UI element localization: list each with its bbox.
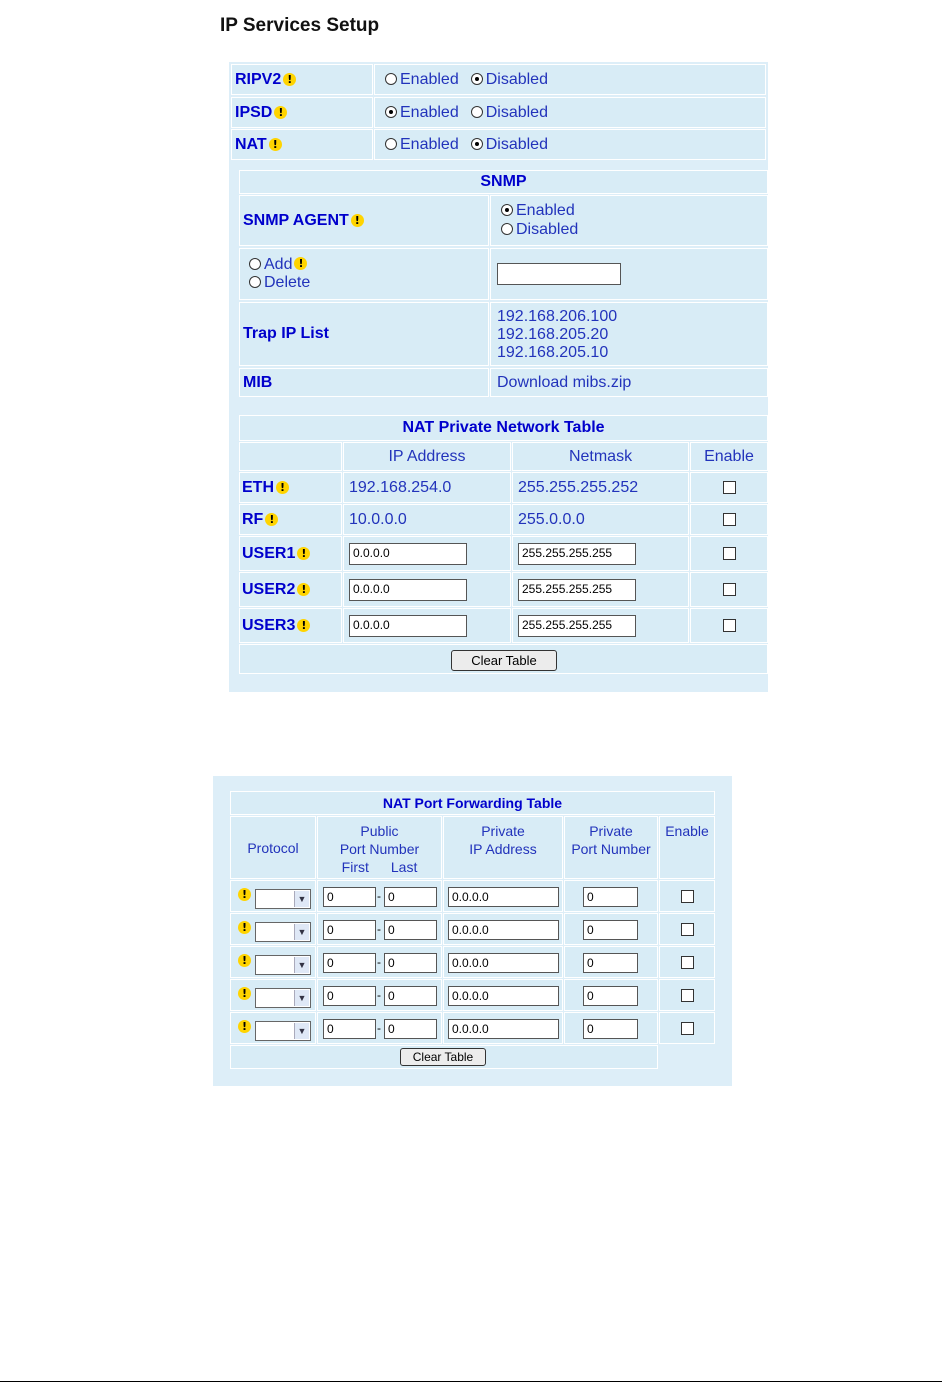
- warning-icon[interactable]: !: [269, 138, 282, 151]
- private-ip-input[interactable]: 0.0.0.0: [448, 986, 559, 1006]
- chevron-down-icon: ▼: [294, 990, 309, 1006]
- pf-clear-table-button[interactable]: Clear Table: [400, 1048, 486, 1066]
- ripv2-enabled-label: Enabled: [400, 70, 459, 88]
- radio-icon: [471, 106, 483, 118]
- pf-public-cell: [317, 913, 442, 945]
- page-bottom-rule: [0, 1381, 942, 1382]
- protocol-select[interactable]: [255, 922, 311, 942]
- nat-user-ip-input[interactable]: 0.0.0.0: [349, 579, 467, 601]
- trap-input-cell: [490, 248, 768, 300]
- nat-row-ip-cell: [343, 536, 511, 571]
- radio-icon: [471, 138, 483, 150]
- private-ip-input[interactable]: 0.0.0.0: [448, 1019, 559, 1039]
- col-public-line2: Port Number: [339, 841, 420, 857]
- enable-checkbox[interactable]: [723, 619, 736, 632]
- nat-row-label-cell: [239, 504, 342, 535]
- nat-row-label: RF: [242, 510, 264, 528]
- nat-row-enable-cell: [690, 472, 768, 503]
- private-port-input[interactable]: 0: [583, 1019, 638, 1039]
- chevron-down-icon: ▼: [294, 1023, 309, 1039]
- pf-port-cell: [564, 979, 658, 1011]
- col-public-last: Last: [390, 859, 418, 875]
- pf-ip-cell: [443, 946, 563, 978]
- trap-delete-label: Delete: [264, 274, 311, 291]
- chevron-down-icon: ▼: [294, 924, 309, 940]
- public-first-input[interactable]: 0: [323, 1019, 376, 1039]
- col-public-line1: Public: [360, 823, 399, 839]
- pf-ip-cell: [443, 1012, 563, 1044]
- enable-checkbox[interactable]: [723, 513, 736, 526]
- enable-checkbox[interactable]: [681, 956, 694, 969]
- nat-row-netmask-cell: [512, 536, 689, 571]
- pf-port-cell: [564, 880, 658, 912]
- pf-port-cell: [564, 946, 658, 978]
- private-ip-input[interactable]: 0.0.0.0: [448, 920, 559, 940]
- public-first-input[interactable]: 0: [323, 986, 376, 1006]
- snmp-agent-label-cell: [239, 195, 489, 246]
- nat-row-label-cell: [239, 572, 342, 607]
- public-last-input[interactable]: 0: [384, 1019, 437, 1039]
- pf-enable-cell: [659, 979, 715, 1011]
- enable-checkbox[interactable]: [681, 923, 694, 936]
- enable-checkbox[interactable]: [681, 1022, 694, 1035]
- trap-add-radio[interactable]: [249, 256, 488, 274]
- radio-icon: [385, 73, 397, 85]
- nat-row-ip: 192.168.254.0: [349, 478, 452, 496]
- enable-checkbox[interactable]: [681, 890, 694, 903]
- nat-private-header: NAT Private Network Table: [239, 415, 768, 441]
- port-forwarding-title: NAT Port Forwarding Table: [382, 795, 563, 811]
- ipsd-label: IPSD: [235, 103, 273, 121]
- snmp-header: SNMP: [239, 170, 768, 194]
- enable-checkbox[interactable]: [723, 583, 736, 596]
- pf-protocol-cell: [230, 913, 316, 945]
- mib-link-cell: [490, 368, 768, 397]
- radio-icon: [385, 106, 397, 118]
- warning-icon[interactable]: !: [238, 954, 251, 967]
- snmp-agent-label: SNMP AGENT: [243, 211, 349, 229]
- nat-user-netmask-input[interactable]: 255.255.255.255: [518, 579, 636, 601]
- radio-icon: [249, 258, 261, 270]
- private-ip-input[interactable]: 0.0.0.0: [448, 953, 559, 973]
- col-private-ip-line1: Private: [481, 823, 525, 839]
- mib-label-cell: [239, 368, 489, 397]
- pf-enable-cell: [659, 1012, 715, 1044]
- nat-row-netmask-cell: [512, 608, 689, 643]
- range-dash: -: [377, 1021, 381, 1035]
- mib-label: MIB: [243, 373, 273, 391]
- port-forwarding-panel: [213, 776, 732, 1086]
- nat-row-enable-cell: [690, 504, 768, 535]
- radio-icon: [471, 73, 483, 85]
- ipsd-enabled-label: Enabled: [400, 103, 459, 121]
- trap-add-label: Add: [264, 256, 293, 273]
- ipsd-enabled-radio[interactable]: [385, 104, 459, 122]
- chevron-down-icon: ▼: [294, 891, 309, 907]
- col-ip-address: IP Address: [343, 442, 511, 471]
- nat-label-cell: [231, 129, 373, 160]
- radio-icon: [249, 276, 261, 288]
- nat-row-netmask-cell: [512, 472, 689, 503]
- snmp-agent-enabled-label: Enabled: [516, 202, 575, 219]
- nat-row-ip: 10.0.0.0: [349, 510, 407, 528]
- ripv2-options-cell: [374, 64, 766, 95]
- pf-footer: [230, 1045, 658, 1069]
- warning-icon[interactable]: !: [283, 73, 296, 86]
- radio-icon: [501, 223, 513, 235]
- private-port-input[interactable]: 0: [583, 920, 638, 940]
- nat-private-corner-cell: [239, 442, 342, 471]
- ripv2-disabled-label: Disabled: [485, 70, 548, 88]
- col-private-ip: [443, 816, 563, 879]
- public-first-input[interactable]: 0: [323, 953, 376, 973]
- warning-icon[interactable]: !: [351, 214, 364, 227]
- pf-enable-cell: [659, 913, 715, 945]
- clear-table-button[interactable]: Clear Table: [451, 650, 557, 671]
- public-first-input[interactable]: 0: [323, 887, 376, 907]
- nat-enabled-label: Enabled: [400, 135, 459, 153]
- trap-action-cell: [239, 248, 489, 300]
- col-public-first: First: [341, 859, 369, 875]
- nat-disabled-label: Disabled: [485, 135, 548, 153]
- trap-delete-radio[interactable]: [249, 274, 488, 292]
- nat-row-label: USER3: [242, 616, 296, 634]
- snmp-agent-enabled-radio[interactable]: [501, 202, 767, 220]
- nat-row-netmask-cell: [512, 572, 689, 607]
- pf-port-cell: [564, 1012, 658, 1044]
- ripv2-disabled-radio[interactable]: [471, 71, 548, 89]
- col-private-port: [564, 816, 658, 879]
- chevron-down-icon: ▼: [294, 957, 309, 973]
- public-first-input[interactable]: 0: [323, 920, 376, 940]
- trap-ip-input[interactable]: [497, 263, 621, 285]
- nat-row-ip-cell: [343, 608, 511, 643]
- nat-row-label-cell: [239, 536, 342, 571]
- protocol-select[interactable]: [255, 889, 311, 909]
- pf-ip-cell: [443, 979, 563, 1011]
- private-port-input[interactable]: 0: [583, 887, 638, 907]
- range-dash: -: [377, 889, 381, 903]
- col-private-port-line1: Private: [589, 823, 633, 839]
- ripv2-enabled-radio[interactable]: [385, 71, 459, 89]
- trap-ip-item: 192.168.205.10: [497, 344, 609, 361]
- nat-row-label: ETH: [242, 478, 274, 496]
- trap-ip-item: 192.168.205.20: [497, 326, 609, 343]
- snmp-agent-disabled-radio[interactable]: [501, 221, 767, 239]
- private-ip-input[interactable]: 0.0.0.0: [448, 887, 559, 907]
- nat-row-label: USER1: [242, 544, 296, 562]
- trap-list-label-cell: [239, 302, 489, 366]
- range-dash: -: [377, 955, 381, 969]
- warning-icon[interactable]: !: [265, 513, 278, 526]
- pf-ip-cell: [443, 913, 563, 945]
- snmp-agent-disabled-label: Disabled: [516, 221, 579, 238]
- nat-row-enable-cell: [690, 608, 768, 643]
- nat-user-ip-input[interactable]: 0.0.0.0: [349, 615, 467, 637]
- port-forwarding-header: [230, 791, 715, 815]
- nat-user-netmask-input[interactable]: 255.255.255.255: [518, 543, 636, 565]
- ip-services-panel: [229, 62, 768, 692]
- warning-icon[interactable]: !: [294, 257, 307, 270]
- warning-icon[interactable]: !: [297, 619, 310, 632]
- nat-row-netmask: 255.255.255.252: [518, 478, 639, 496]
- range-dash: -: [377, 988, 381, 1002]
- warning-icon[interactable]: !: [297, 547, 310, 560]
- warning-icon[interactable]: !: [238, 1020, 251, 1033]
- warning-icon[interactable]: !: [238, 921, 251, 934]
- nat-private-footer: [239, 644, 768, 674]
- download-mibs-link[interactable]: Download mibs.zip: [497, 373, 632, 391]
- nat-row-label-cell: [239, 608, 342, 643]
- col-pf-enable: Enable: [659, 816, 715, 879]
- ipsd-options-cell: [374, 97, 766, 128]
- warning-icon[interactable]: !: [238, 888, 251, 901]
- warning-icon[interactable]: !: [274, 106, 287, 119]
- private-port-input[interactable]: 0: [583, 986, 638, 1006]
- nat-options-cell: [374, 129, 766, 160]
- warning-icon[interactable]: !: [297, 583, 310, 596]
- protocol-select[interactable]: [255, 988, 311, 1008]
- pf-protocol-cell: [230, 880, 316, 912]
- pf-enable-cell: [659, 880, 715, 912]
- col-netmask: Netmask: [512, 442, 689, 471]
- pf-public-cell: [317, 946, 442, 978]
- col-private-port-line2: Port Number: [571, 841, 651, 857]
- enable-checkbox[interactable]: [723, 547, 736, 560]
- public-last-input[interactable]: 0: [384, 953, 437, 973]
- private-port-input[interactable]: 0: [583, 953, 638, 973]
- ripv2-label-cell: [231, 64, 373, 95]
- ipsd-label-cell: [231, 97, 373, 128]
- snmp-agent-options-cell: [490, 195, 768, 246]
- nat-row-ip-cell: [343, 472, 511, 503]
- pf-port-cell: [564, 913, 658, 945]
- pf-protocol-cell: [230, 946, 316, 978]
- public-last-input[interactable]: 0: [384, 887, 437, 907]
- enable-checkbox[interactable]: [681, 989, 694, 1002]
- col-public-port: [317, 816, 442, 879]
- nat-disabled-radio[interactable]: [471, 136, 548, 154]
- pf-public-cell: [317, 1012, 442, 1044]
- protocol-select[interactable]: [255, 1021, 311, 1041]
- nat-user-netmask-input[interactable]: 255.255.255.255: [518, 615, 636, 637]
- nat-row-netmask: 255.0.0.0: [518, 510, 585, 528]
- nat-row-netmask-cell: [512, 504, 689, 535]
- nat-enabled-radio[interactable]: [385, 136, 459, 154]
- ipsd-disabled-radio[interactable]: [471, 104, 548, 122]
- nat-row-ip-cell: [343, 504, 511, 535]
- col-protocol: Protocol: [230, 816, 316, 879]
- pf-public-cell: [317, 979, 442, 1011]
- trap-list-label: Trap IP List: [243, 325, 329, 342]
- warning-icon[interactable]: !: [238, 987, 251, 1000]
- pf-public-cell: [317, 880, 442, 912]
- pf-enable-cell: [659, 946, 715, 978]
- ipsd-disabled-label: Disabled: [485, 103, 548, 121]
- ripv2-label: RIPV2: [235, 70, 282, 88]
- range-dash: -: [377, 922, 381, 936]
- trap-ip-item: 192.168.206.100: [497, 308, 618, 325]
- pf-ip-cell: [443, 880, 563, 912]
- col-private-ip-line2: IP Address: [469, 841, 537, 857]
- nat-row-label: USER2: [242, 580, 296, 598]
- public-last-input[interactable]: 0: [384, 986, 437, 1006]
- pf-protocol-cell: [230, 979, 316, 1011]
- public-last-input[interactable]: 0: [384, 920, 437, 940]
- nat-row-ip-cell: [343, 572, 511, 607]
- warning-icon[interactable]: !: [276, 481, 289, 494]
- nat-user-ip-input[interactable]: 0.0.0.0: [349, 543, 467, 565]
- radio-icon: [385, 138, 397, 150]
- radio-icon: [501, 204, 513, 216]
- nat-label: NAT: [235, 135, 267, 153]
- nat-row-enable-cell: [690, 536, 768, 571]
- page-title: IP Services Setup: [220, 15, 380, 36]
- trap-list-cell: [490, 302, 768, 366]
- nat-row-label-cell: [239, 472, 342, 503]
- nat-row-enable-cell: [690, 572, 768, 607]
- enable-checkbox[interactable]: [723, 481, 736, 494]
- protocol-select[interactable]: [255, 955, 311, 975]
- pf-protocol-cell: [230, 1012, 316, 1044]
- col-enable: Enable: [690, 442, 768, 471]
